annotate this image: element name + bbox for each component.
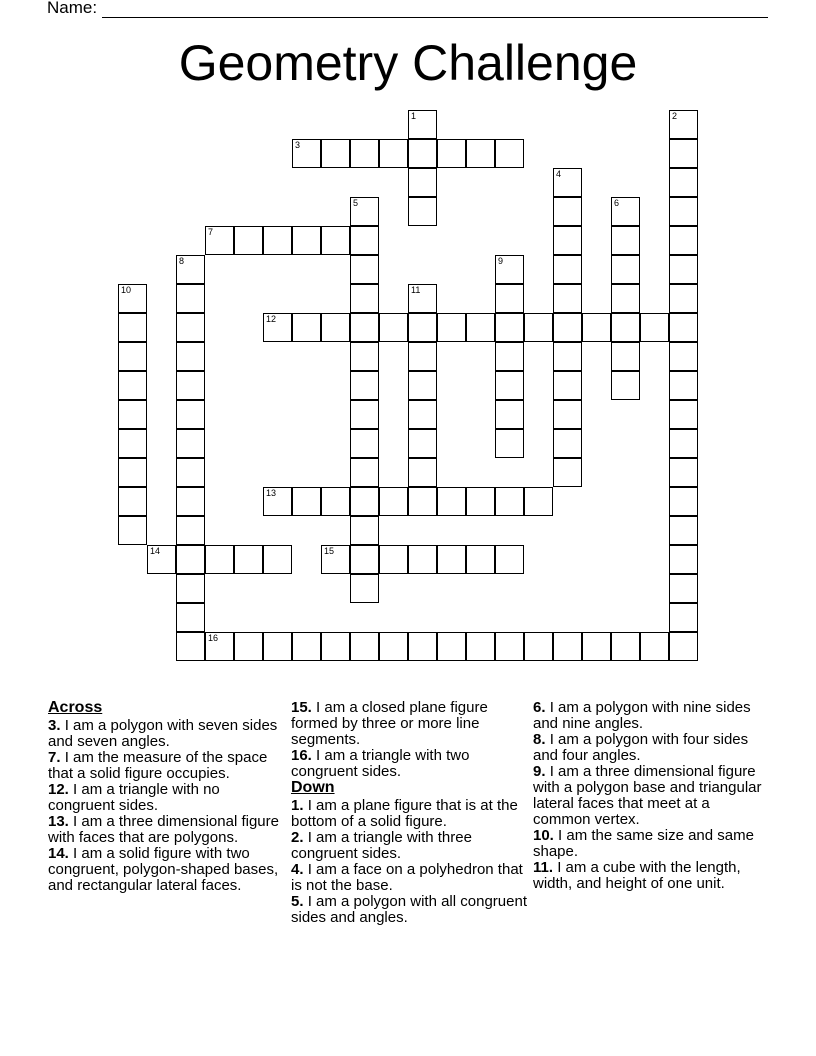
clues-column-1 [48,700,284,894]
grid-cell[interactable] [408,168,437,197]
grid-cell[interactable] [408,284,437,313]
down-clue: 4. I am a face on a polyhedron that is not the base. [291,861,523,894]
grid-cell[interactable] [118,284,147,313]
grid-cell[interactable] [669,313,698,342]
clues-column-3 [533,700,769,892]
grid-cell[interactable] [379,545,408,574]
grid-cell[interactable] [408,487,437,516]
grid-cell[interactable] [350,545,379,574]
grid-cell[interactable] [408,110,437,139]
clue-number: 8 [179,256,185,266]
grid-cell[interactable] [147,545,176,574]
grid-cell[interactable] [176,632,205,661]
grid-cell[interactable] [321,139,350,168]
grid-cell[interactable] [495,284,524,313]
grid-cell[interactable] [553,632,582,661]
grid-cell[interactable] [350,139,379,168]
clue-number: 4 [556,169,562,179]
grid-cell[interactable] [553,284,582,313]
grid-cell[interactable] [495,371,524,400]
grid-cell[interactable] [263,487,292,516]
grid-cell[interactable] [553,255,582,284]
grid-cell[interactable] [234,545,263,574]
grid-cell[interactable] [176,458,205,487]
grid-cell[interactable] [669,574,698,603]
down-clue: 6. I am a polygon with nine sides and nine angles. [533,699,751,732]
clue-number: 10 [121,285,132,295]
grid-cell[interactable] [640,313,669,342]
grid-cell[interactable] [350,313,379,342]
grid-cell[interactable] [234,632,263,661]
grid-cell[interactable] [118,342,147,371]
grid-cell[interactable] [176,313,205,342]
grid-cell[interactable] [176,342,205,371]
grid-cell[interactable] [176,255,205,284]
across-clue: 13. I am a three dimensional figure with faces that are polygons. [48,813,279,846]
grid-cell[interactable] [118,516,147,545]
clue-number: 7 [208,227,214,237]
grid-cell[interactable] [350,400,379,429]
grid-cell[interactable] [205,226,234,255]
grid-cell[interactable] [553,342,582,371]
grid-cell[interactable] [350,255,379,284]
grid-cell[interactable] [437,632,466,661]
grid-cell[interactable] [495,342,524,371]
grid-cell[interactable] [379,313,408,342]
clue-number: 15 [324,546,335,556]
grid-cell[interactable] [437,313,466,342]
grid-cell[interactable] [408,545,437,574]
clue-number: 12 [266,314,277,324]
grid-cell[interactable] [611,226,640,255]
grid-cell[interactable] [263,545,292,574]
grid-cell[interactable] [669,400,698,429]
grid-cell[interactable] [118,313,147,342]
across-clue: 12. I am a triangle with no congruent sides. [48,781,220,814]
grid-cell[interactable] [263,313,292,342]
grid-cell[interactable] [582,632,611,661]
grid-cell[interactable] [176,429,205,458]
across-clue: 16. I am a triangle with two congruent sides. [291,747,470,780]
grid-cell[interactable] [553,197,582,226]
grid-cell[interactable] [495,139,524,168]
across-clue: 3. I am a polygon with seven sides and seven angles. [48,717,278,750]
clue-number: 13 [266,488,277,498]
grid-cell[interactable] [379,139,408,168]
grid-cell[interactable] [611,632,640,661]
down-clue: 9. I am a three dimensional figure with a polygon base and triangular lateral faces that meet at a common vertex. [533,763,762,828]
grid-cell[interactable] [669,342,698,371]
grid-cell[interactable] [176,400,205,429]
grid-cell[interactable] [408,197,437,226]
grid-cell[interactable] [669,487,698,516]
clue-number: 9 [498,256,504,266]
grid-cell[interactable] [292,139,321,168]
grid-cell[interactable] [176,545,205,574]
grid-cell[interactable] [350,429,379,458]
grid-cell[interactable] [176,371,205,400]
grid-cell[interactable] [292,226,321,255]
grid-cell[interactable] [321,487,350,516]
grid-cell[interactable] [408,342,437,371]
grid-cell[interactable] [669,284,698,313]
grid-cell[interactable] [611,255,640,284]
clue-number: 6 [614,198,620,208]
clue-number: 16 [208,633,219,643]
down-clue: 8. I am a polygon with four sides and four angles. [533,731,749,764]
grid-cell[interactable] [176,516,205,545]
grid-cell[interactable] [669,197,698,226]
grid-cell[interactable] [582,313,611,342]
grid-cell[interactable] [495,400,524,429]
grid-cell[interactable] [408,313,437,342]
clue-number: 11 [411,285,421,295]
clue-number: 1 [411,111,417,121]
grid-cell[interactable] [263,632,292,661]
across-clue: 15. I am a closed plane figure formed by three or more line segments. [291,699,488,748]
across-clue: 14. I am a solid figure with two congruent, polygon-shaped bases, and rectangular lateral faces. [48,845,279,894]
grid-cell[interactable] [553,226,582,255]
across-heading: Across [48,699,103,716]
grid-cell[interactable] [669,603,698,632]
grid-cell[interactable] [669,516,698,545]
clue-number: 2 [672,111,678,121]
grid-cell[interactable] [350,574,379,603]
grid-cell[interactable] [118,371,147,400]
grid-cell[interactable] [553,458,582,487]
grid-cell[interactable] [118,458,147,487]
grid-cell[interactable] [350,284,379,313]
grid-cell[interactable] [350,458,379,487]
name-label: Name: [47,0,98,17]
grid-cell[interactable] [466,487,495,516]
grid-cell[interactable] [553,313,582,342]
grid-cell[interactable] [466,632,495,661]
down-clue: 1. I am a plane figure that is at the bottom of a solid figure. [291,797,518,830]
grid-cell[interactable] [321,545,350,574]
grid-cell[interactable] [669,545,698,574]
grid-cell[interactable] [176,574,205,603]
grid-cell[interactable] [379,487,408,516]
grid-cell[interactable] [205,632,234,661]
grid-cell[interactable] [263,226,292,255]
grid-cell[interactable] [350,632,379,661]
grid-cell[interactable] [234,226,263,255]
down-clue: 11. I am a cube with the length, width, and height of one unit. [533,859,741,892]
grid-cell[interactable] [611,342,640,371]
grid-cell[interactable] [408,371,437,400]
grid-cell[interactable] [176,284,205,313]
grid-cell[interactable] [669,168,698,197]
grid-cell[interactable] [350,342,379,371]
grid-cell[interactable] [350,371,379,400]
grid-cell[interactable] [437,139,466,168]
grid-cell[interactable] [611,284,640,313]
grid-cell[interactable] [118,400,147,429]
grid-cell[interactable] [408,632,437,661]
grid-cell[interactable] [437,487,466,516]
grid-cell[interactable] [321,632,350,661]
grid-cell[interactable] [350,226,379,255]
grid-cell[interactable] [640,632,669,661]
grid-cell[interactable] [321,313,350,342]
grid-cell[interactable] [553,168,582,197]
grid-cell[interactable] [466,139,495,168]
clues-column-2 [291,700,527,926]
grid-cell[interactable] [379,632,408,661]
grid-cell[interactable] [669,458,698,487]
clue-number: 14 [150,546,161,556]
grid-cell[interactable] [350,516,379,545]
grid-cell[interactable] [466,313,495,342]
grid-cell[interactable] [176,603,205,632]
grid-cell[interactable] [350,487,379,516]
grid-cell[interactable] [611,313,640,342]
grid-cell[interactable] [292,313,321,342]
clue-number: 3 [295,140,301,150]
grid-cell[interactable] [495,545,524,574]
grid-cell[interactable] [321,226,350,255]
grid-cell[interactable] [176,487,205,516]
grid-cell[interactable] [437,545,466,574]
grid-cell[interactable] [669,429,698,458]
grid-cell[interactable] [669,371,698,400]
grid-cell[interactable] [553,429,582,458]
down-clue: 10. I am the same size and same shape. [533,827,754,860]
across-clue: 7. I am the measure of the space that a solid figure occupies. [48,749,268,782]
grid-cell[interactable] [495,429,524,458]
grid-cell[interactable] [553,371,582,400]
grid-cell[interactable] [408,429,437,458]
grid-cell[interactable] [669,255,698,284]
grid-cell[interactable] [524,487,553,516]
grid-cell[interactable] [118,487,147,516]
grid-cell[interactable] [669,226,698,255]
grid-cell[interactable] [205,545,234,574]
grid-cell[interactable] [495,255,524,284]
down-clue: 2. I am a triangle with three congruent sides. [291,829,472,862]
grid-cell[interactable] [669,110,698,139]
grid-cell[interactable] [350,197,379,226]
grid-cell[interactable] [292,632,321,661]
page-title: Geometry Challenge [178,35,638,91]
grid-cell[interactable] [495,487,524,516]
grid-cell[interactable] [466,545,495,574]
grid-cell[interactable] [611,371,640,400]
grid-cell[interactable] [553,400,582,429]
down-heading: Down [291,779,335,796]
grid-cell[interactable] [408,458,437,487]
grid-cell[interactable] [669,139,698,168]
clue-number: 5 [353,198,359,208]
grid-cell[interactable] [524,313,553,342]
grid-cell[interactable] [669,632,698,661]
grid-cell[interactable] [495,313,524,342]
grid-cell[interactable] [524,632,553,661]
grid-cell[interactable] [408,139,437,168]
grid-cell[interactable] [611,197,640,226]
grid-cell[interactable] [292,487,321,516]
grid-cell[interactable] [495,632,524,661]
down-clue: 5. I am a polygon with all congruent sides and angles. [291,893,527,926]
grid-cell[interactable] [118,429,147,458]
grid-cell[interactable] [408,400,437,429]
